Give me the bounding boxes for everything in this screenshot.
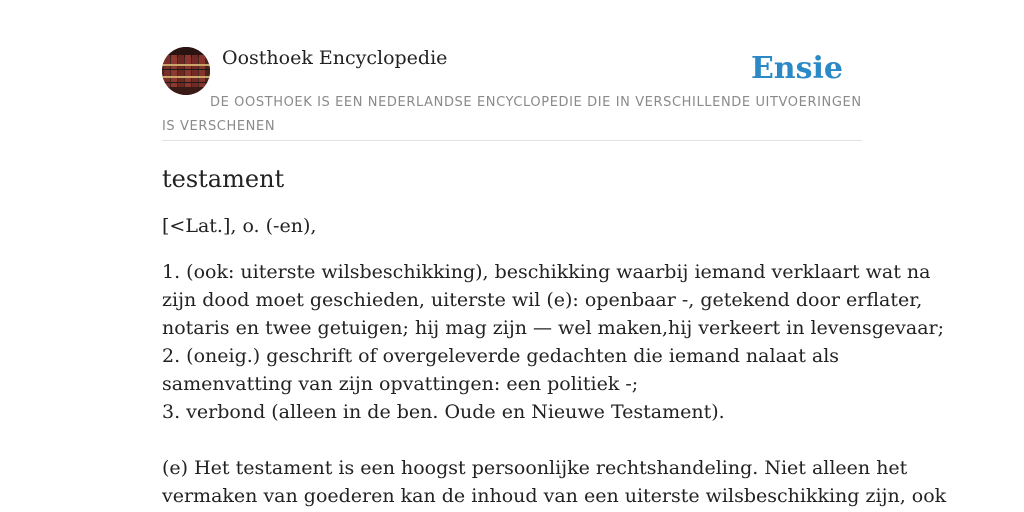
entry-content [162, 160, 947, 510]
site-name[interactable]: Oosthoek Encyclopedie [222, 47, 448, 69]
entry-definitions [162, 258, 945, 426]
encyclopedia-books-icon[interactable] [162, 47, 210, 95]
definition-line: notaris en twee getuigen; hij mag zijn — wel maken,hij verkeert in levensgevaar; [162, 317, 945, 339]
entry-etymology: [<Lat.], o. (-en), [162, 215, 317, 237]
definition-line: samenvatting van zijn opvattingen: een politiek -; [162, 373, 639, 395]
definition-line: 1. (ook: uiterste wilsbeschikking), beschikking waarbij iemand verklaart wat na [162, 261, 931, 283]
site-tagline: DE OOSTHOEK IS EEN NEDERLANDSE ENCYCLOPEDIE DIE IN VERSCHILLENDE UITVOERINGEN IS VERSCHENEN [162, 95, 862, 134]
brand-logo-link[interactable]: Ensie [750, 51, 843, 86]
site-header [162, 46, 862, 141]
definition-line: zijn dood moet geschieden, uiterste wil (e): openbaar -, getekend door erflater, [162, 289, 923, 311]
page-title: testament [162, 165, 285, 193]
paragraph-line: (e) Het testament is een hoogst persoonlijke rechtshandeling. Niet alleen het [162, 457, 908, 479]
definition-line: 3. verbond (alleen in de ben. Oude en Nieuwe Testament). [162, 401, 725, 423]
definition-line: 2. (oneig.) geschrift of overgeleverde gedachten die iemand nalaat als [162, 345, 840, 367]
paragraph-line: vermaken van goederen kan de inhoud van een uiterste wilsbeschikking zijn, ook [162, 485, 947, 507]
entry-paragraph [162, 454, 947, 510]
